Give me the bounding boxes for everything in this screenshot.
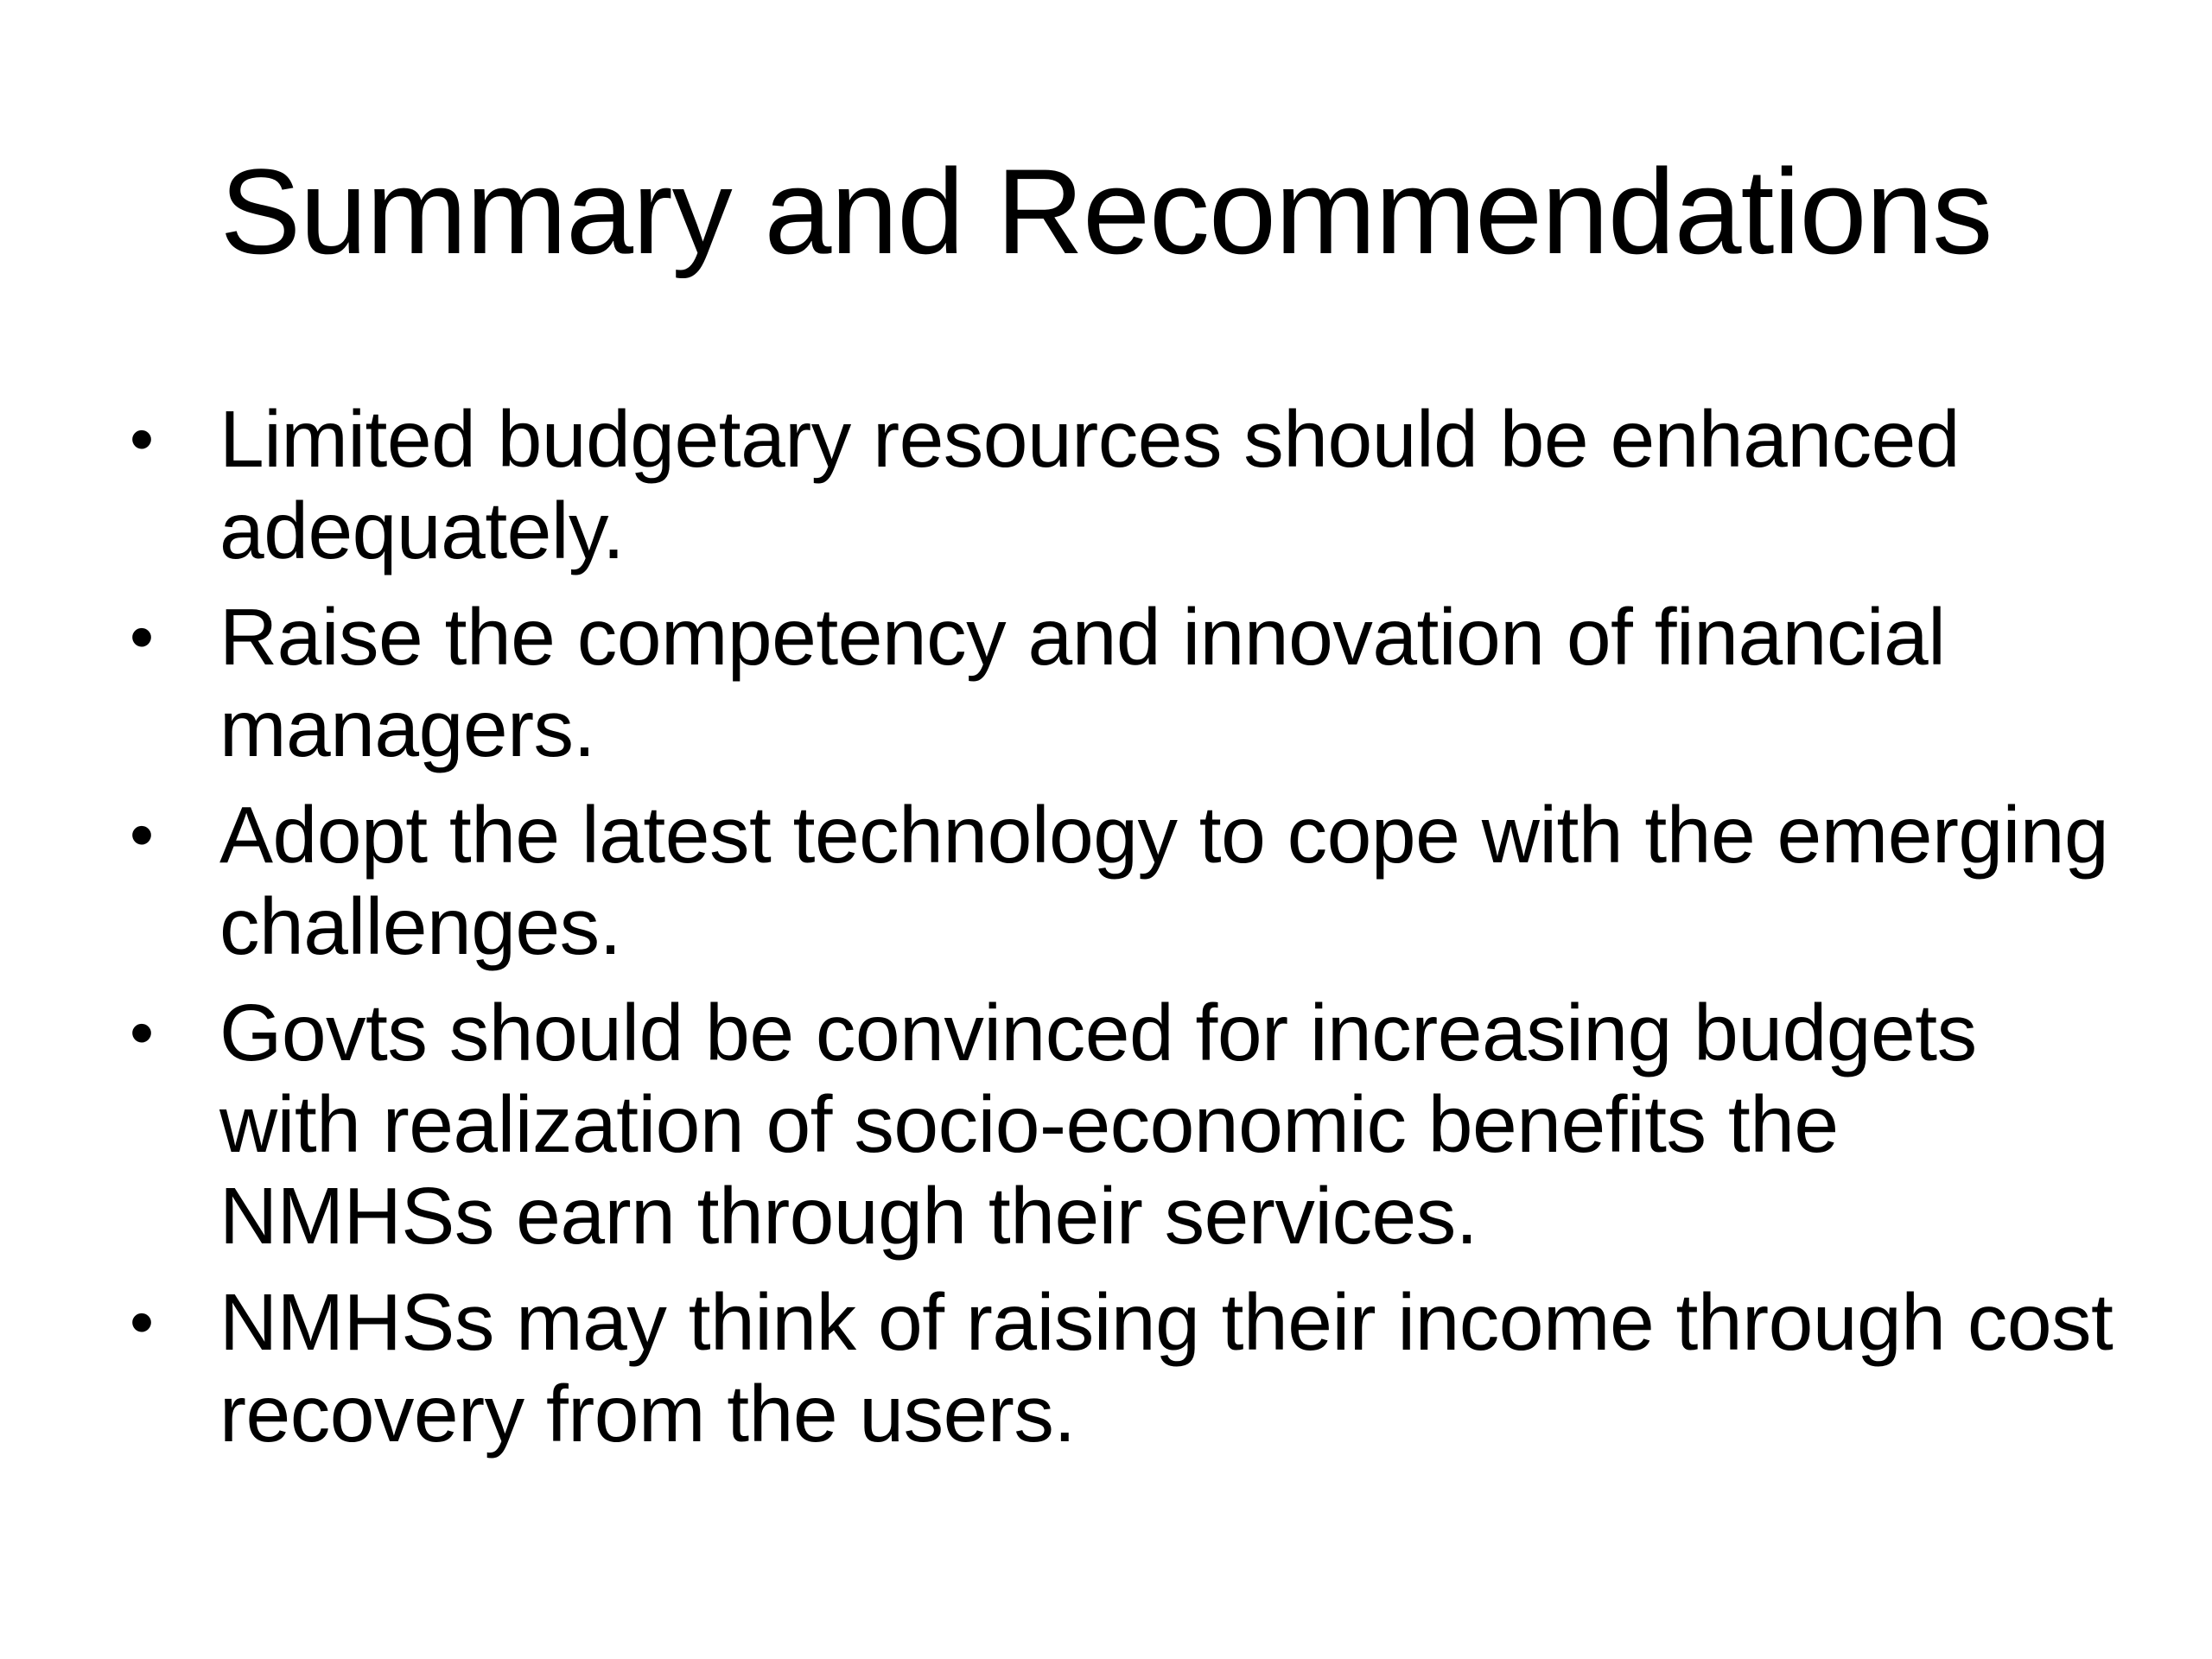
bullet-icon: • (130, 400, 155, 477)
bullet-icon: • (130, 1283, 155, 1360)
bullet-item (130, 393, 2117, 576)
bullet-text: Govts should be convinced for increasing budgets with realization of socio-economic benefits the NMHSs earn through their services. (219, 988, 1977, 1261)
bullet-text: NMHSs may think of raising their income through cost recovery from the users. (219, 1277, 2113, 1459)
bullet-icon: • (130, 598, 155, 675)
bullet-item (130, 591, 2117, 774)
bullet-text: Limited budgetary resources should be enhanced adequately. (219, 394, 1961, 575)
bullet-item (130, 1276, 2117, 1459)
bullet-item (130, 987, 2117, 1262)
bullet-icon: • (130, 796, 155, 873)
slide-title: Summary and Recommendations (219, 143, 1993, 279)
bullet-icon: • (130, 994, 155, 1071)
bullet-list (130, 393, 2117, 1474)
bullet-text: Adopt the latest technology to cope with the emerging challenges. (219, 790, 2109, 971)
bullet-item (130, 789, 2117, 972)
bullet-text: Raise the competency and innovation of financial managers. (219, 592, 1946, 773)
